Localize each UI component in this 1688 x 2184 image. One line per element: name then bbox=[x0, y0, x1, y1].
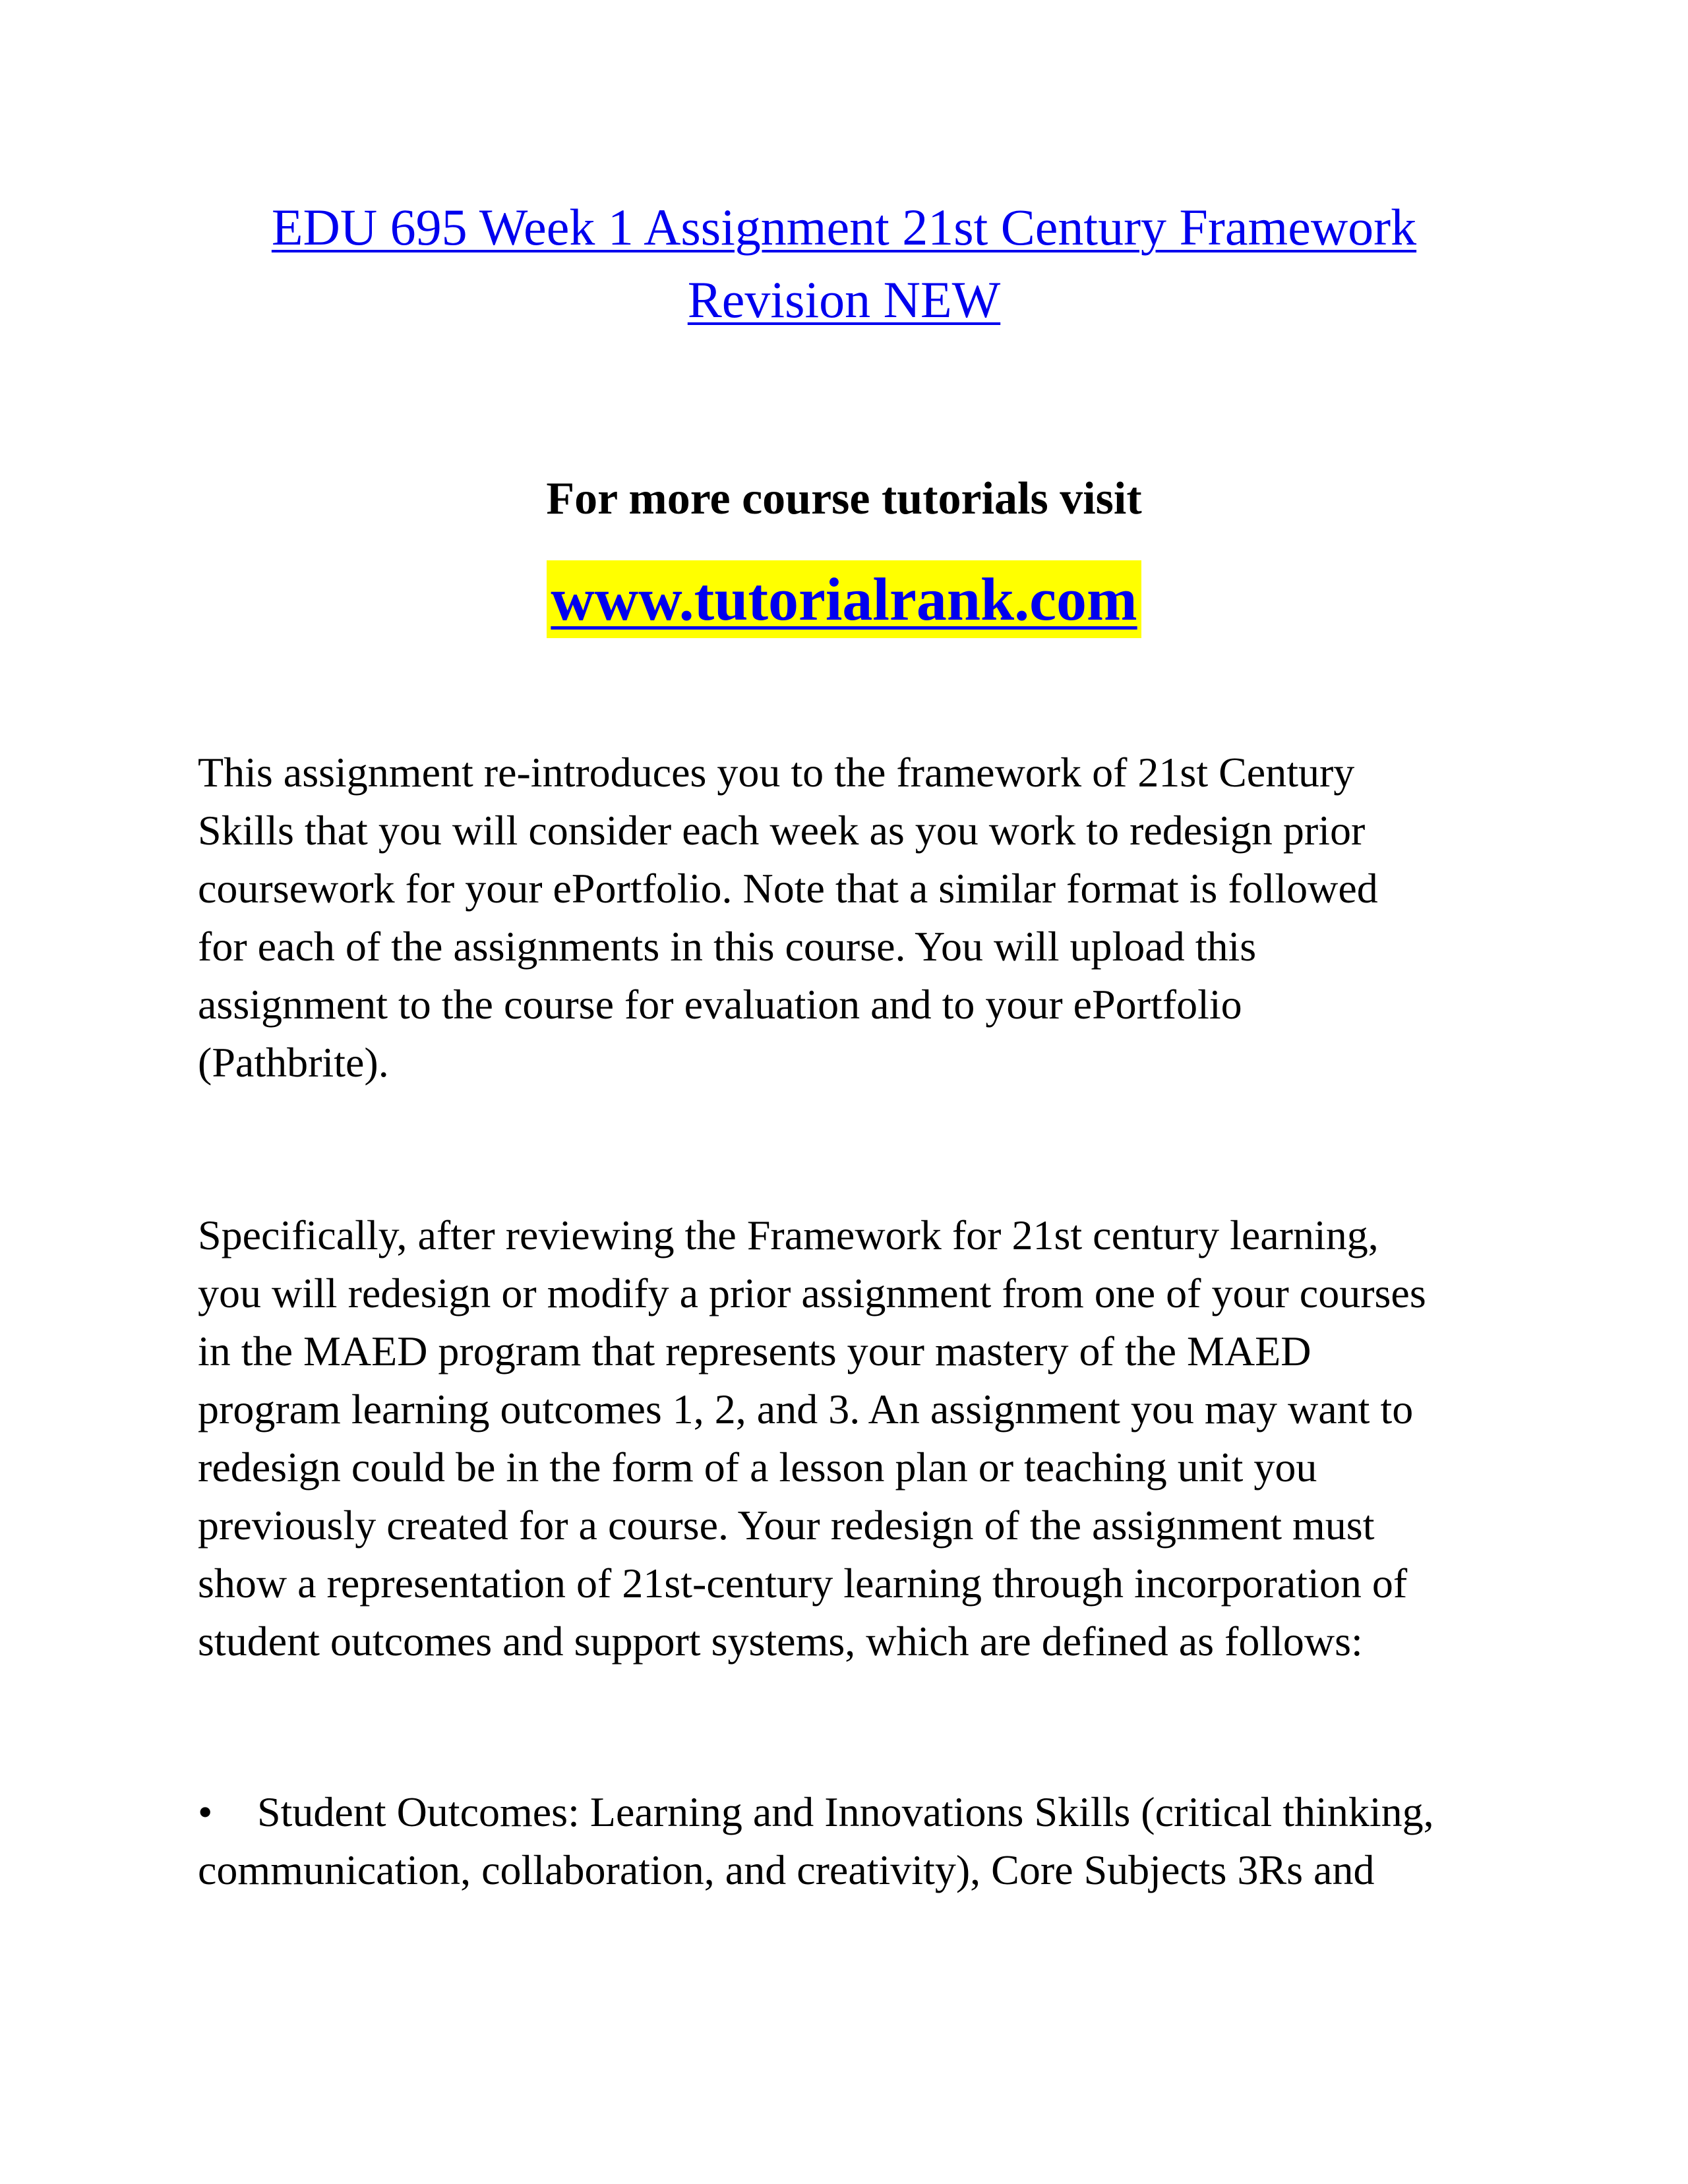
paragraph-line: assignment to the course for evaluation and to your ePortfolio bbox=[198, 981, 1242, 1028]
paragraph-line: (Pathbrite). bbox=[198, 1039, 389, 1086]
bullet-line: communication, collaboration, and creativity), Core Subjects 3Rs and bbox=[198, 1846, 1375, 1893]
bullet-line bbox=[198, 1783, 1490, 1841]
site-link-container bbox=[198, 560, 1490, 638]
bullet-item bbox=[198, 1783, 1490, 1899]
paragraph-line: coursework for your ePortfolio. Note that a similar format is followed bbox=[198, 865, 1378, 912]
paragraph-line: program learning outcomes 1, 2, and 3. An assignment you may want to bbox=[198, 1386, 1414, 1432]
bullet-glyph: • bbox=[198, 1788, 213, 1835]
paragraph-line: redesign could be in the form of a lesson plan or teaching unit you bbox=[198, 1444, 1317, 1490]
title-line-2: Revision NEW bbox=[687, 271, 1001, 328]
document-title bbox=[198, 191, 1490, 336]
paragraph-line: student outcomes and support systems, which are defined as follows: bbox=[198, 1618, 1363, 1665]
title-line-1: EDU 695 Week 1 Assignment 21st Century Framework bbox=[271, 198, 1417, 256]
specifics-paragraph bbox=[198, 1206, 1490, 1670]
paragraph-line: in the MAED program that represents your mastery of the MAED bbox=[198, 1328, 1311, 1374]
paragraph-line: previously created for a course. Your redesign of the assignment must bbox=[198, 1502, 1375, 1549]
paragraph-line: Specifically, after reviewing the Framework for 21st century learning, bbox=[198, 1212, 1379, 1258]
bullet-text: Student Outcomes: Learning and Innovations Skills (critical thinking, bbox=[257, 1788, 1434, 1835]
title-link[interactable] bbox=[272, 198, 1416, 328]
site-link[interactable]: www.tutorialrank.com bbox=[547, 560, 1141, 638]
paragraph-line: show a representation of 21st-century learning through incorporation of bbox=[198, 1560, 1408, 1607]
intro-paragraph bbox=[198, 744, 1490, 1092]
paragraph-line: This assignment re-introduces you to the framework of 21st Century bbox=[198, 749, 1355, 796]
visit-heading: For more course tutorials visit bbox=[546, 473, 1142, 524]
paragraph-line: Skills that you will consider each week as you work to redesign prior bbox=[198, 807, 1366, 854]
paragraph-line: for each of the assignments in this course. You will upload this bbox=[198, 923, 1257, 970]
paragraph-line: you will redesign or modify a prior assignment from one of your courses bbox=[198, 1270, 1426, 1316]
